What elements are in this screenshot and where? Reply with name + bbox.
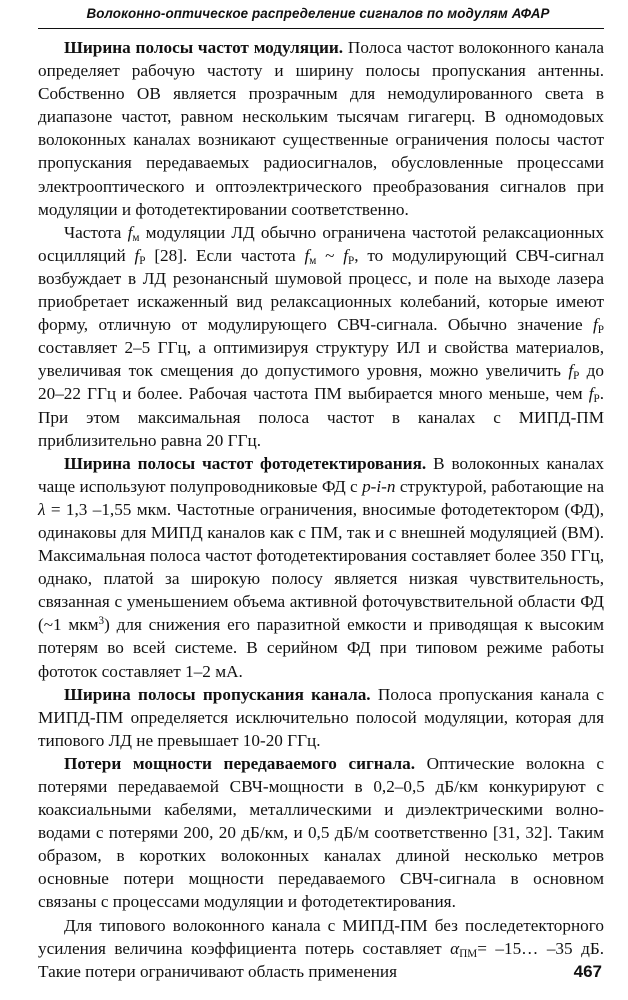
- paragraph-channel-bandwidth: [38, 683, 604, 752]
- text-segment: = –15… –35 дБ. Такие потери ограничивают область применения: [38, 938, 604, 981]
- text-segment: В волоконных каналах чаще используют полупроводниковые ФД с: [38, 453, 604, 496]
- symbol-f: f: [343, 245, 349, 265]
- text-segment: Для типового волоконного канала с МИПД-ПМ без последетекторного усиления величина коэффициента потерь составляет: [38, 915, 604, 958]
- text-segment: структурой, работающие на: [395, 476, 604, 496]
- text-segment: = 1,3 –1,55 мкм. Частотные ограничения, вносимые фотодетектором (ФД), одинаковы для МИПД каналов как с ПМ, так и с внешней модуляцией (ВМ). Максимальная полоса частот фотодетектирования составляет более 350 ГГц, однако, платой за широкую полосу является низкая чувствительность, связанная с уменьшением объема активной фоточувствительной области ФД (~1 мкм: [38, 499, 604, 635]
- subscript-m: м: [309, 254, 317, 267]
- symbol-f: f: [304, 245, 310, 265]
- subscript-p: Р: [139, 254, 146, 267]
- text-segment: до 20–22 ГГц и более. Рабочая частота ПМ выбирается много меньше, чем: [38, 361, 605, 404]
- symbol-f: f: [593, 315, 598, 335]
- heading-modulation-bandwidth: Ширина полосы частот модуляции.: [64, 38, 344, 57]
- paragraph-photodetection-bandwidth: [38, 452, 604, 683]
- paragraph-relaxation-frequency: [38, 221, 604, 452]
- text-power-loss: Оптические волокна с потерями передаваемой СВЧ-мощности в 0,2–0,5 дБ/км конкурируют с коаксиальными кабелями, металлическими и диэлектрическими волноводами с потерями 200, 20 дБ/км, и 0,5 дБ/м соответственно [31, 32]. Таким образом, в коротких волоконных каналах длиной несколько метров основные потери мощности передаваемого СВЧ-сигнала в основном связаны с процессами модуляции и фотодетектирования.: [38, 753, 604, 912]
- text-segment: модуляции ЛД обычно ограничена частотой релаксационных осцилляций: [38, 222, 604, 265]
- heading-photodetection-bandwidth: Ширина полосы частот фотодетектирования.: [64, 453, 427, 473]
- page-body: [38, 36, 604, 983]
- symbol-f: f: [127, 222, 133, 242]
- subscript-pm: ПМ: [459, 947, 478, 960]
- text-segment: составляет 2–5 ГГц, а оптимизируя структуру ИЛ и свойства материалов, увеличивая ток смещения до допустимого уровня, можно увеличить: [38, 338, 604, 381]
- text-segment: Частота: [64, 222, 128, 242]
- subscript-m: м: [132, 231, 140, 244]
- heading-power-loss: Потери мощности передаваемого сигнала.: [64, 753, 415, 773]
- text-segment: [28]. Если частота: [145, 245, 305, 265]
- paragraph-modulation-bandwidth: [38, 36, 604, 221]
- text-modulation-bandwidth: Полоса частот волоконного канала определяет рабочую частоту и ширину полосы пропускания антенны. Собственно ОВ является прозрачным для немодулированного света в диапазоне частот, равном нескольким тысячам гигагерц. В одномодовых волоконных каналах возникают существенные ограничения полосы частот пропускания передаваемых радиосигналов, обусловленные процессами электрооптического и оптоэлектрического преобразования сигналов при модуляции и фотодетектировании соответственно.: [38, 38, 605, 219]
- heading-channel-bandwidth: Ширина полосы пропускания канала.: [64, 684, 371, 704]
- subscript-p: Р: [573, 370, 580, 383]
- paragraph-loss-coefficient: [38, 914, 604, 983]
- symbol-lambda: λ: [38, 499, 46, 519]
- text-segment: , то модулирующий СВЧ-сигнал возбуждает в ЛД резонансный шумовой процесс, и поле на выходе лазера приобретает искаженный вид релаксационных колебаний, которые имеют форму, отличную от модулирующего СВЧ-сигнала. Обычно значение: [38, 245, 604, 335]
- symbol-f: f: [134, 245, 140, 265]
- subscript-p: Р: [593, 393, 600, 406]
- paragraph-power-loss: [38, 752, 604, 914]
- symbol-f: f: [588, 384, 594, 404]
- symbol-sim: ~: [316, 245, 344, 265]
- running-header: Волоконно-оптическое распределение сигналов по модулям АФАР: [86, 6, 550, 21]
- text-channel-bandwidth: Полоса пропускания канала с МИПД-ПМ определяется исключительно полосой модуляции, которая для типового ЛД не превышает 10-20 ГГц.: [38, 684, 605, 750]
- superscript-3: 3: [98, 615, 105, 628]
- text-segment: ) для снижения его паразитной емкости и приводящая к высоким потерям во всей системе. В серийном ФД при типовом режиме работы фототок составляет 1–2 мА.: [38, 615, 604, 681]
- text-segment: . При этом максимальная полоса частот в каналах с МИПД-ПМ приблизительно равна 20 ГГц.: [38, 384, 604, 450]
- symbol-f: f: [568, 361, 574, 381]
- subscript-p: Р: [348, 254, 355, 267]
- header-rule: [38, 28, 604, 29]
- page-number: 467: [573, 962, 602, 981]
- symbol-alpha: α: [450, 938, 460, 958]
- term-pin: p-i-n: [362, 476, 396, 496]
- subscript-p: Р: [597, 323, 604, 336]
